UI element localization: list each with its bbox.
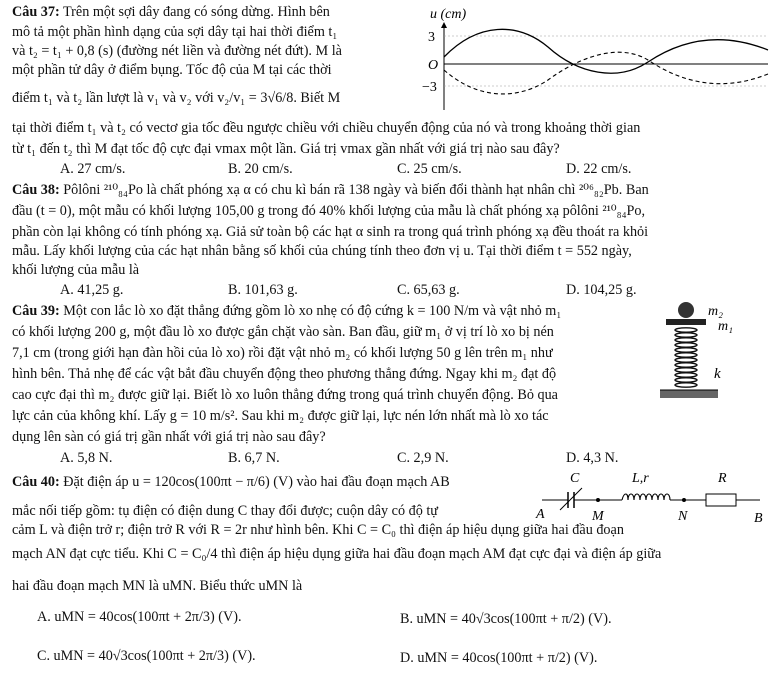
q40-line-1: Câu 40: Đặt điện áp u = 120cos(100πt − π/6) (V) vào hai đầu đoạn mạch AB: [12, 474, 450, 490]
q40-line-4: mạch AN đạt cực tiểu. Khi C = C₀/4 thì điện áp hiệu dụng giữa hai đầu đoạn mạch AM đạt cực đại và điện áp giữa: [12, 546, 662, 562]
q39-line-4: hình bên. Thả nhẹ để các vật bắt đầu chuyển động theo phương thẳng đứng. Ngay khi m₂ đạt độ: [12, 366, 557, 382]
q40-option-d: D. uMN = 40cos(100πt + π/2) (V).: [400, 650, 598, 666]
inductor-coil: [622, 494, 670, 500]
q39-line-2: có khối lượng 200 g, một đầu lò xo được gắn chặt vào sàn. Ban đầu, giữ m₁ ở vị trí lò xo bị nén: [12, 324, 554, 340]
label-n: N: [678, 509, 688, 524]
q38-line-5: khối lượng của mẫu là: [12, 262, 140, 278]
q39-line-3: 7,1 cm (trong giới hạn đàn hồi của lò xo) rồi đặt vật nhỏ m₂ có khối lượng 50 g lên trên m₁ như: [12, 345, 553, 361]
q37-line-5: điểm t₁ và t₂ lần lượt là v₁ và v₂ với v₂/v₁ = 3√6/8. Biết M: [12, 90, 341, 106]
q39-line-5: cao cực đại thì m₂ được giữ lại. Biết lò xo luôn thẳng đứng trong quá trình chuyển động. Bỏ qua: [12, 387, 558, 403]
q39-option-d: D. 4,3 N.: [566, 450, 619, 466]
q37-option-d: D. 22 cm/s.: [566, 161, 632, 177]
q39-line-6: lực cản của không khí. Lấy g = 10 m/s². Sau khi m₂ được giữ lại, lực nén lớn nhất mà lò xo tác: [12, 408, 549, 424]
q40-option-a: A. uMN = 40cos(100πt + 2π/3) (V).: [37, 609, 242, 625]
resistor: [706, 494, 736, 506]
tick-origin: O: [428, 58, 439, 73]
q38-line-1: Câu 38: Pôlôni ²¹⁰₈₄Po là chất phóng xạ α có chu kì bán rã 138 ngày và biến đổi thành hạt nhân chì ²⁰⁶₈₂Pb. Ban: [12, 182, 649, 198]
q37-line-1: Câu 37: Trên một sợi dây đang có sóng dừng. Hình bên: [12, 4, 330, 20]
q40-option-c: C. uMN = 40√3cos(100πt + 2π/3) (V).: [37, 648, 256, 664]
label-b: B: [754, 511, 763, 526]
q40-line-2: mắc nối tiếp gồm: tụ điện có điện dung C thay đổi được; cuộn dây có độ tự: [12, 503, 438, 519]
label-lr: L,r: [632, 471, 649, 486]
label-m1: m₁: [718, 319, 733, 334]
circuit-diagram: [534, 466, 772, 528]
label-r: R: [718, 471, 727, 486]
q38-option-b: B. 101,63 g.: [228, 282, 298, 298]
label-k: k: [714, 366, 721, 382]
q37-line-2: mô tả một phần hình dạng của sợi dây tại hai thời điểm t₁: [12, 24, 338, 40]
tick-minus-3: −3: [422, 80, 437, 95]
graph-ylabel: u (cm): [430, 7, 467, 22]
spring-coil: [675, 328, 697, 387]
q37-line-4: một phần tử dây ở điểm bụng. Tốc độ của M tại các thời: [12, 62, 332, 78]
label-c: C: [570, 471, 580, 486]
spring-figure: [660, 298, 772, 420]
y-axis-arrow: [441, 22, 447, 28]
q39-line-1: Câu 39: Một con lắc lò xo đặt thẳng đứng gồm lò xo nhẹ có độ cứng k = 100 N/m và vật nhỏ m₁: [12, 303, 562, 319]
q38-line-3: phần còn lại không có tính phóng xạ. Giả sử toàn bộ các hạt α sinh ra trong quá trình phóng xạ đều thoát ra khỏi: [12, 224, 649, 240]
q39-label: Câu 39:: [12, 303, 60, 319]
mass-m1: [666, 319, 706, 325]
q37-label: Câu 37:: [12, 4, 60, 20]
mass-m2: [678, 302, 694, 318]
q38-option-a: A. 41,25 g.: [60, 282, 124, 298]
label-m2: m₂: [708, 304, 723, 319]
tick-3: 3: [428, 30, 435, 45]
q40-label: Câu 40:: [12, 474, 60, 490]
q37-option-b: B. 20 cm/s.: [228, 161, 293, 177]
cap-arrow: [560, 488, 582, 510]
q40-line-3: cảm L và điện trở r; điện trở R với R = 2r như hình bên. Khi C = C₀ thì điện áp hiệu dụng giữa hai đầu đoạn: [12, 522, 624, 538]
label-m: M: [592, 509, 604, 524]
q38-label: Câu 38:: [12, 182, 60, 198]
standing-wave-graph: [418, 2, 773, 114]
q39-option-a: A. 5,8 N.: [60, 450, 113, 466]
q39-option-c: C. 2,9 N.: [397, 450, 449, 466]
q38-option-d: D. 104,25 g.: [566, 282, 637, 298]
label-a: A: [536, 507, 545, 522]
q37-option-c: C. 25 cm/s.: [397, 161, 462, 177]
q37-option-a: A. 27 cm/s.: [60, 161, 126, 177]
q39-line-7: dụng lên sàn có giá trị gần nhất với giá trị nào sau đây?: [12, 429, 326, 445]
floor: [660, 390, 718, 398]
q40-option-b: B. uMN = 40√3cos(100πt + π/2) (V).: [400, 611, 612, 627]
q38-line-2: đầu (t = 0), một mẫu có khối lượng 105,00 g trong đó 40% khối lượng của mẫu là chất phóng xạ pôlôni ²¹⁰₈₄Po,: [12, 203, 646, 219]
q37-line-6: tại thời điểm t₁ và t₂ có vectơ gia tốc đều ngược chiều với chiều chuyển động của nó và trong khoảng thời gian: [12, 120, 641, 136]
node-m: [596, 498, 600, 502]
q37-line-7: từ t₁ đến t₂ thì M đạt tốc độ cực đại vmax một lần. Giá trị vmax gần nhất với giá trị nào sau đây?: [12, 141, 560, 157]
q37-line-3: và t₂ = t₁ + 0,8 (s) (đường nét liền và đường nét đứt). M là: [12, 43, 342, 59]
q38-line-4: mẫu. Lấy khối lượng của các hạt nhân bằng số khối của chúng tính theo đơn vị u. Tại thời điểm t = 552 ngày,: [12, 243, 632, 259]
q39-option-b: B. 6,7 N.: [228, 450, 280, 466]
q40-line-5: hai đầu đoạn mạch MN là uMN. Biểu thức uMN là: [12, 578, 303, 594]
q38-option-c: C. 65,63 g.: [397, 282, 460, 298]
node-n: [682, 498, 686, 502]
